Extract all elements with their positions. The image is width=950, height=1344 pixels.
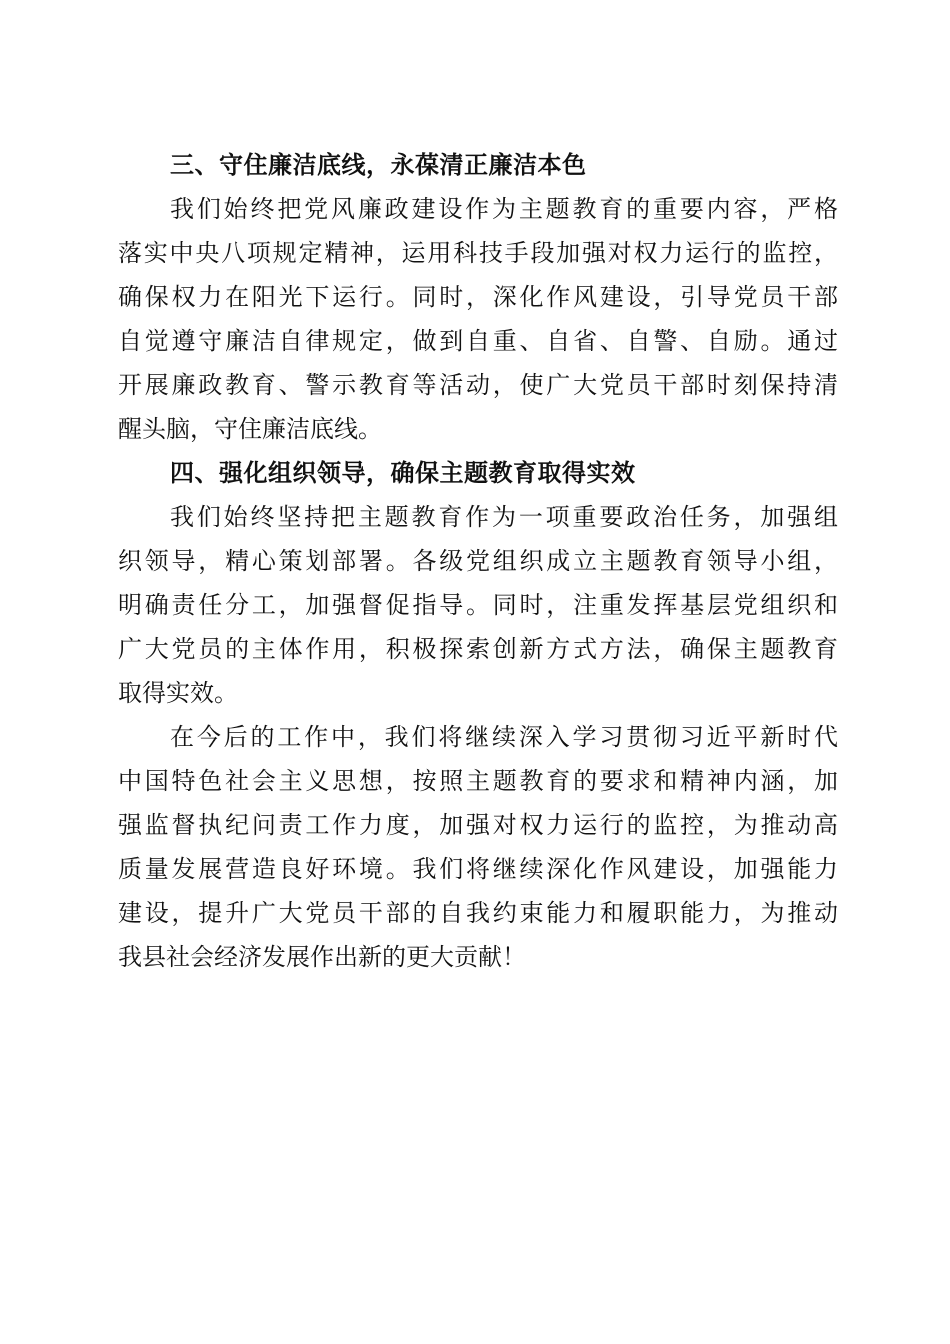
paragraph-line: 确保权力在阳光下运行。同时，深化作风建设，引导党员干部 — [118, 283, 838, 311]
paragraph-line: 我县社会经济发展作出新的更大贡献！ — [118, 943, 526, 971]
paragraph-line: 建设，提升广大党员干部的自我约束能力和履职能力，为推动 — [118, 899, 838, 927]
section-4-heading: 四、强化组织领导，确保主题教育取得实效 — [170, 459, 636, 487]
paragraph-line: 取得实效。 — [118, 679, 238, 707]
paragraph-line: 我们始终把党风廉政建设作为主题教育的重要内容，严格 — [170, 195, 838, 223]
paragraph-line: 广大党员的主体作用，积极探索创新方式方法，确保主题教育 — [118, 635, 838, 663]
paragraph-line: 织领导，精心策划部署。各级党组织成立主题教育领导小组， — [118, 547, 838, 575]
section-3-paragraph — [118, 187, 838, 451]
document-body — [118, 143, 838, 979]
section-4-paragraph — [118, 495, 838, 715]
paragraph-line: 强监督执纪问责工作力度，加强对权力运行的监控，为推动高 — [118, 811, 838, 839]
paragraph-line: 自觉遵守廉洁自律规定，做到自重、自省、自警、自励。通过 — [118, 327, 838, 355]
paragraph-line: 在今后的工作中，我们将继续深入学习贯彻习近平新时代 — [170, 723, 838, 751]
paragraph-line: 落实中央八项规定精神，运用科技手段加强对权力运行的监控， — [118, 239, 838, 267]
paragraph-line: 醒头脑，守住廉洁底线。 — [118, 415, 382, 443]
paragraph-line: 中国特色社会主义思想，按照主题教育的要求和精神内涵，加 — [118, 767, 838, 795]
closing-paragraph — [118, 715, 838, 979]
section-3-heading: 三、守住廉洁底线，永葆清正廉洁本色 — [170, 151, 587, 179]
paragraph-line: 明确责任分工，加强督促指导。同时，注重发挥基层党组织和 — [118, 591, 838, 619]
paragraph-line: 开展廉政教育、警示教育等活动，使广大党员干部时刻保持清 — [118, 371, 838, 399]
paragraph-line: 质量发展营造良好环境。我们将继续深化作风建设，加强能力 — [118, 855, 838, 883]
paragraph-line: 我们始终坚持把主题教育作为一项重要政治任务，加强组 — [170, 503, 838, 531]
